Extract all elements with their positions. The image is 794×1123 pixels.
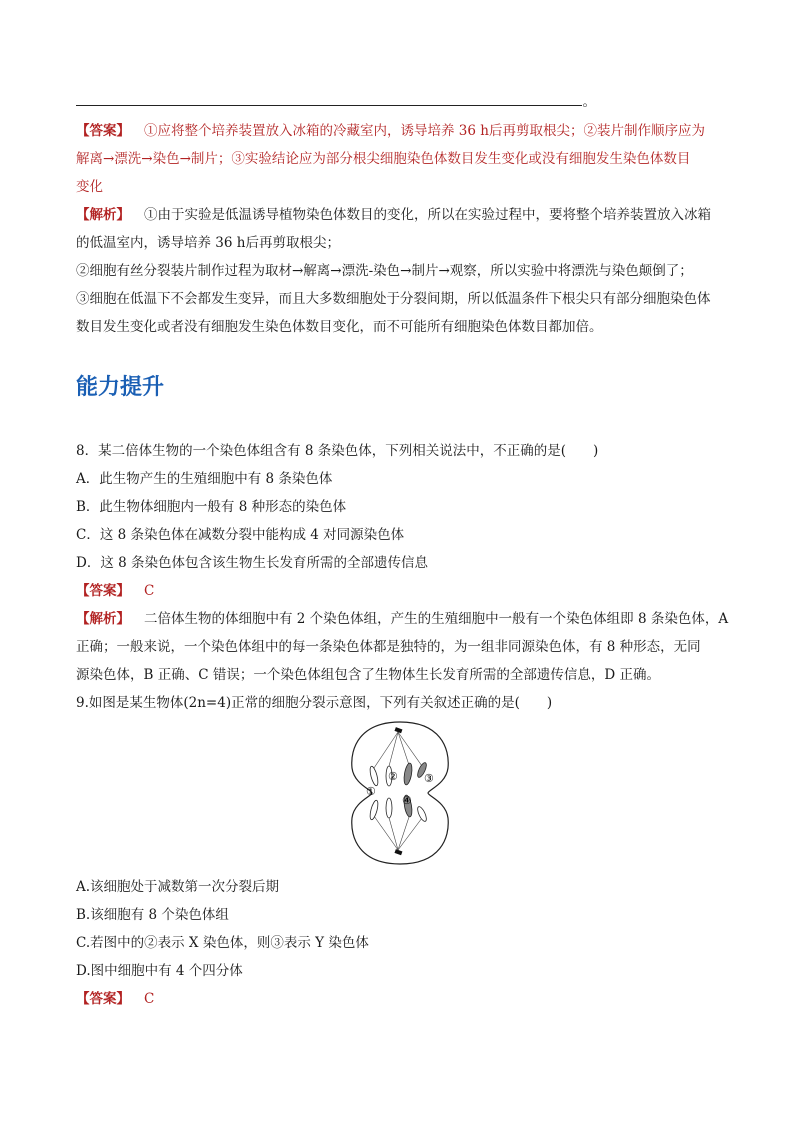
analysis1-line3: ②细胞有丝分裂装片制作过程为取材→解离→漂洗-染色→制片→观察，所以实验中将漂洗与染色颠倒了； [76,263,693,279]
answer1-line1: 【答案】 ①应将整个培养装置放入冰箱的冷藏室内，诱导培养 36 h后再剪取根尖；②装片制作顺序应为 [76,123,705,139]
answer-tag: 【答案】 [76,583,130,599]
q8-analysis-line2: 正确；一般来说，一个染色体组中的每一条染色体都是独特的，为一组非同源染色体，有 8 种形态，无同 [76,639,701,655]
q8-option-d: D．这 8 条染色体包含该生物生长发育所需的全部遗传信息 [76,555,428,571]
analysis-tag: 【解析】 [76,207,130,223]
answer-tag: 【答案】 [76,123,130,139]
q8-option-a: A．此生物产生的生殖细胞中有 8 条染色体 [76,471,333,487]
end-mark: 。 [582,94,596,110]
q8-stem: 8．某二倍体生物的一个染色体组含有 8 条染色体，下列相关说法中，不正确的是( ) [76,443,599,459]
spindle-fibers-bottom [374,814,422,850]
centrosome-bottom [394,849,402,855]
q9-answer [76,989,726,1009]
label-2: ② [388,770,398,783]
analysis1-line4: ③细胞在低温下不会都发生变异，而且大多数细胞处于分裂间期，所以低温条件下根尖只有部分细胞染色体 [76,291,711,307]
q8-answer [76,581,726,601]
answer1-line3: 变化 [76,179,103,195]
q9-option-a: A.该细胞处于减数第一次分裂后期 [76,879,280,895]
q8-option-c: C．这 8 条染色体在减数分裂中能构成 4 对同源染色体 [76,527,405,543]
label-3: ③ [424,772,434,785]
answer-tag: 【答案】 [76,991,130,1007]
q9-option-b: B.该细胞有 8 个染色体组 [76,907,229,923]
blank-answer-line [76,92,596,112]
label-4: ④ [402,794,412,807]
answer1-line2: 解离→漂洗→染色→制片；③实验结论应为部分根尖细胞染色体数目发生变化或没有细胞发生染色体数目 [76,151,691,167]
underline [76,105,582,106]
label-1: ① [366,785,376,798]
cell-division-diagram [340,718,460,868]
analysis1-line1: 【解析】 ①由于实验是低温诱导植物染色体数目的变化，所以在实验过程中，要将整个培养装置放入冰箱 [76,207,711,223]
analysis-tag: 【解析】 [76,611,130,627]
q9-option-d: D.图中细胞中有 4 个四分体 [76,963,243,979]
q8-option-b: B．此生物体细胞内一般有 8 种形态的染色体 [76,499,347,515]
cell-division-figure [340,718,460,868]
q9-option-c: C.若图中的②表示 X 染色体，则③表示 Y 染色体 [76,935,369,951]
analysis1-line2: 的低温室内，诱导培养 36 h后再剪取根尖； [76,235,340,251]
analysis1-line5: 数目发生变化或者没有细胞发生染色体数目变化，而不可能所有细胞染色体数目都加倍。 [76,319,603,335]
spindle-fibers-top [374,732,422,770]
q9-stem: 9.如图是某生物体(2n=4)正常的细胞分裂示意图，下列有关叙述正确的是( ) [76,695,553,711]
q8-analysis-line1: 【解析】 二倍体生物的体细胞中有 2 个染色体组，产生的生殖细胞中一般有一个染色体组即 8 条染色体，A [76,611,729,627]
chromosomes-top [369,761,429,786]
section-title: 能力提升 [76,375,165,400]
q8-answer-value: C [144,583,155,599]
q8-analysis-line3: 源染色体，B 正确、C 错误；一个染色体组包含了生物体生长发育所需的全部遗传信息，D 正确。 [76,667,660,683]
q9-answer-value: C [144,991,155,1007]
chromosomes-bottom [369,795,429,823]
